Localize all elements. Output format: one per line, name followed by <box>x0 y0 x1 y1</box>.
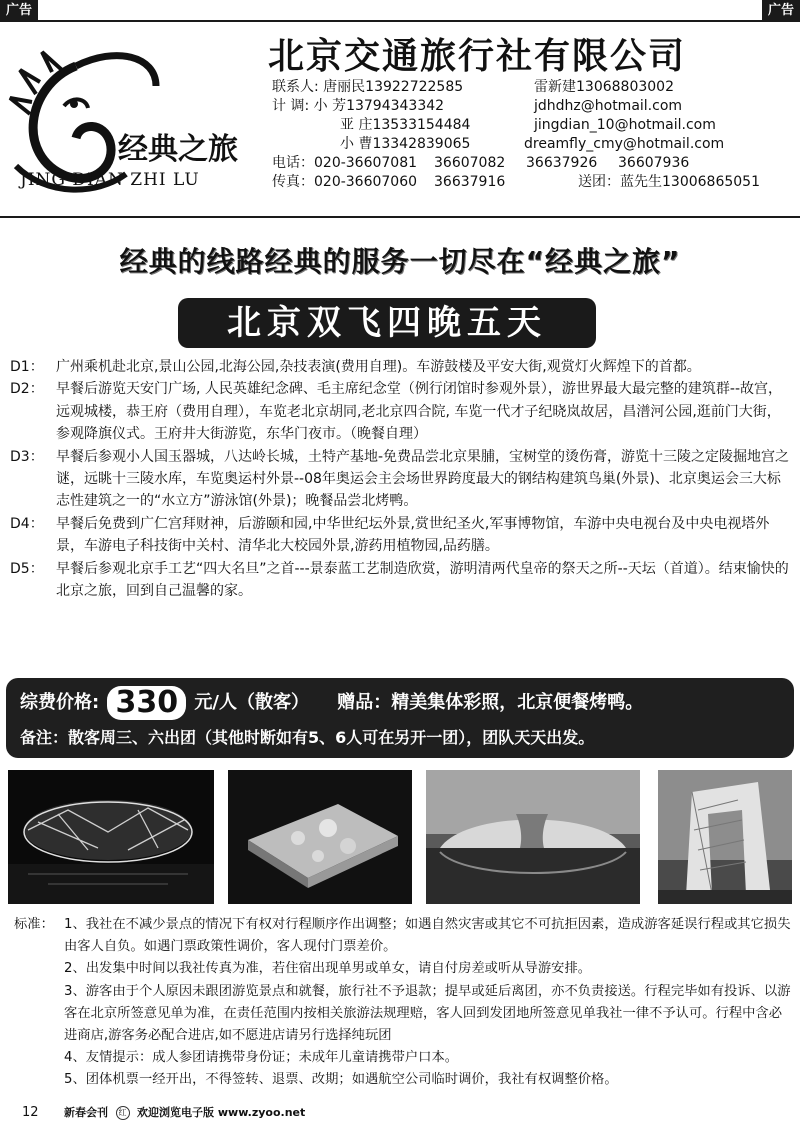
day-text: 广州乘机赴北京,景山公园,北海公园,杂技表演(费用自理)。车游鼓楼及平安大街,观赏灯火辉煌下的首都。 <box>56 359 701 375</box>
standard-item <box>14 1047 794 1069</box>
water-cube-photo <box>228 770 412 904</box>
logo-subtitle: JING DIAN ZHI LU <box>20 170 200 190</box>
company-name: 北京交通旅行社有限公司 <box>268 36 687 77</box>
page-footer <box>22 1104 305 1120</box>
contact-email: jdhdhz@hotmail.com <box>534 98 683 114</box>
issue-name: 新春会刊 <box>64 1106 109 1119</box>
slogan: 经典的线路经典的服务一切尽在“经典之旅” <box>119 245 681 278</box>
standard-text: 2、出发集中时间以我社传真为准，若住宿出现单男或单女，请自付房差或听从导游安排。 <box>64 961 592 977</box>
page-number: 12 <box>22 1105 39 1120</box>
ad-label-right: 广告 <box>762 0 800 22</box>
itinerary-day <box>10 513 792 558</box>
standard-item <box>14 1069 794 1091</box>
cctv-tower-photo <box>658 770 792 904</box>
company-logo <box>6 46 266 206</box>
contact-text: 计 调: 小 芳13794343342 <box>272 98 445 114</box>
delivery-text: 送团：蓝先生13006865051 <box>578 174 760 190</box>
phone-text: 电话：020-36607081 <box>272 155 418 171</box>
photo-strip <box>8 770 792 904</box>
remark-text: 备注：散客周三、六出团（其他时断如有5、6人可在另开一团），团队天天出发。 <box>20 728 595 747</box>
contact-text: 联系人: 唐丽民13922722585 <box>272 79 464 95</box>
standards-block <box>14 914 794 1092</box>
fax-text: 36637916 <box>434 174 506 190</box>
grand-theatre-photo <box>426 770 640 904</box>
phone-text: 36637926 <box>526 155 598 171</box>
standard-text: 4、友情提示：成人参团请携带身份证；未成年儿童请携带户口本。 <box>64 1050 459 1066</box>
tour-title: 北京双飞四晚五天 <box>178 298 596 348</box>
price-label: 综费价格: <box>20 692 100 713</box>
standards-label: 标准： <box>14 917 54 932</box>
itinerary-day <box>10 356 792 378</box>
price-line <box>20 686 643 720</box>
ad-label-left: 广告 <box>0 0 38 22</box>
day-label: D2： <box>10 381 44 398</box>
itinerary <box>10 356 792 602</box>
standard-text: 3、游客由于个人原因未跟团游览景点和就餐，旅行社不予退款；提早或延后离团，亦不负责接送。行程完毕如有投诉、以游客在北京所签意见单为准，在责任范围内按相关旅游法规理赔，客人回到发团地所签意见单我社一律不予认可。行程中含必进商店,游客务必配合进店,如不愿进店请另行选择纯玩团 <box>64 983 791 1044</box>
itinerary-day <box>10 378 792 445</box>
price-unit: 元/人（散客） <box>194 692 309 713</box>
logo-text: 经典之旅 <box>118 132 238 167</box>
birds-nest-photo <box>8 770 214 904</box>
contact-email: jingdian_10@hotmail.com <box>534 117 716 133</box>
phone-text: 36607936 <box>618 155 690 171</box>
contact-text: 雷新建13068803002 <box>534 79 674 95</box>
day-text: 早餐后免费到广仁宫拜财神，后游颐和园,中华世纪坛外景,赏世纪圣火,军事博物馆，车游中央电视台及中央电视塔外景，车游电子科技街中关村、清华北大校园外景,游药用植物园,品药膳。 <box>56 515 770 555</box>
price-amount: 330 <box>107 686 186 720</box>
phone-text: 36607082 <box>434 155 506 171</box>
day-label: D1： <box>10 359 44 375</box>
circle-logo-icon: 红 <box>116 1106 130 1120</box>
itinerary-day <box>10 446 792 513</box>
contact-text: 亚 庄13533154484 <box>340 117 471 133</box>
day-text: 早餐后参观北京手工艺“四大名旦”之首---景泰蓝工艺制造欣赏，游明清两代皇帝的祭天之所--天坛（首道）。结束愉快的北京之旅，回到自己温馨的家。 <box>56 560 789 600</box>
contact-email: dreamfly_cmy@hotmail.com <box>524 136 725 152</box>
standard-text: 1、我社在不减少景点的情况下有权对行程顺序作出调整；如遇自然灾害或其它不可抗拒因素，造成游客延误行程或其它损失由客人自负。如遇门票政策性调价，客人现付门票差价。 <box>64 917 791 955</box>
gift-text: 赠品：精美集体彩照，北京便餐烤鸭。 <box>337 692 644 713</box>
website-text: 欢迎浏览电子版 www.zyoo.net <box>137 1106 306 1119</box>
standard-text: 5、团体机票一经开出，不得签转、退票、改期；如遇航空公司临时调价，我社有权调整价格。 <box>64 1072 618 1088</box>
standard-item <box>14 981 794 1048</box>
fax-text: 传真：020-36607060 <box>272 174 418 190</box>
standard-item <box>14 958 794 980</box>
day-label: D4： <box>10 515 44 532</box>
day-label: D5： <box>10 560 44 577</box>
standard-item <box>14 914 794 958</box>
header <box>0 22 800 218</box>
price-box <box>6 678 794 758</box>
itinerary-day <box>10 558 792 603</box>
day-text: 早餐后参观小人国玉器城，八达岭长城，土特产基地-免费品尝北京果脯，宝树堂的烫伤膏，游览十三陵之定陵掘地宫之谜，远眺十三陵水库，车览奥运村外景--08年奥运会主会场世界跨度最大的钢结构建筑鸟巢(外景)、北京奥运会三大标志性建筑之一的“水立方”游泳馆(外景)；晚餐品尝北烤鸭。 <box>56 448 790 510</box>
contact-text: 小 曹13342839065 <box>340 136 471 152</box>
day-text: 早餐后游览天安门广场, 人民英雄纪念碑、毛主席纪念堂（例行闭馆时参观外景），游世界最大最完整的建筑群--故宫，远观城楼，恭王府（费用自理），车览老北京胡同,老北京四合院, 车览一代才子纪晓岚故居，昌潽河公园,逛前门大街，参观降旗仪式。王府井大街游览，东华门夜市。（晚餐自理） <box>56 381 783 443</box>
day-label: D3： <box>10 448 44 465</box>
